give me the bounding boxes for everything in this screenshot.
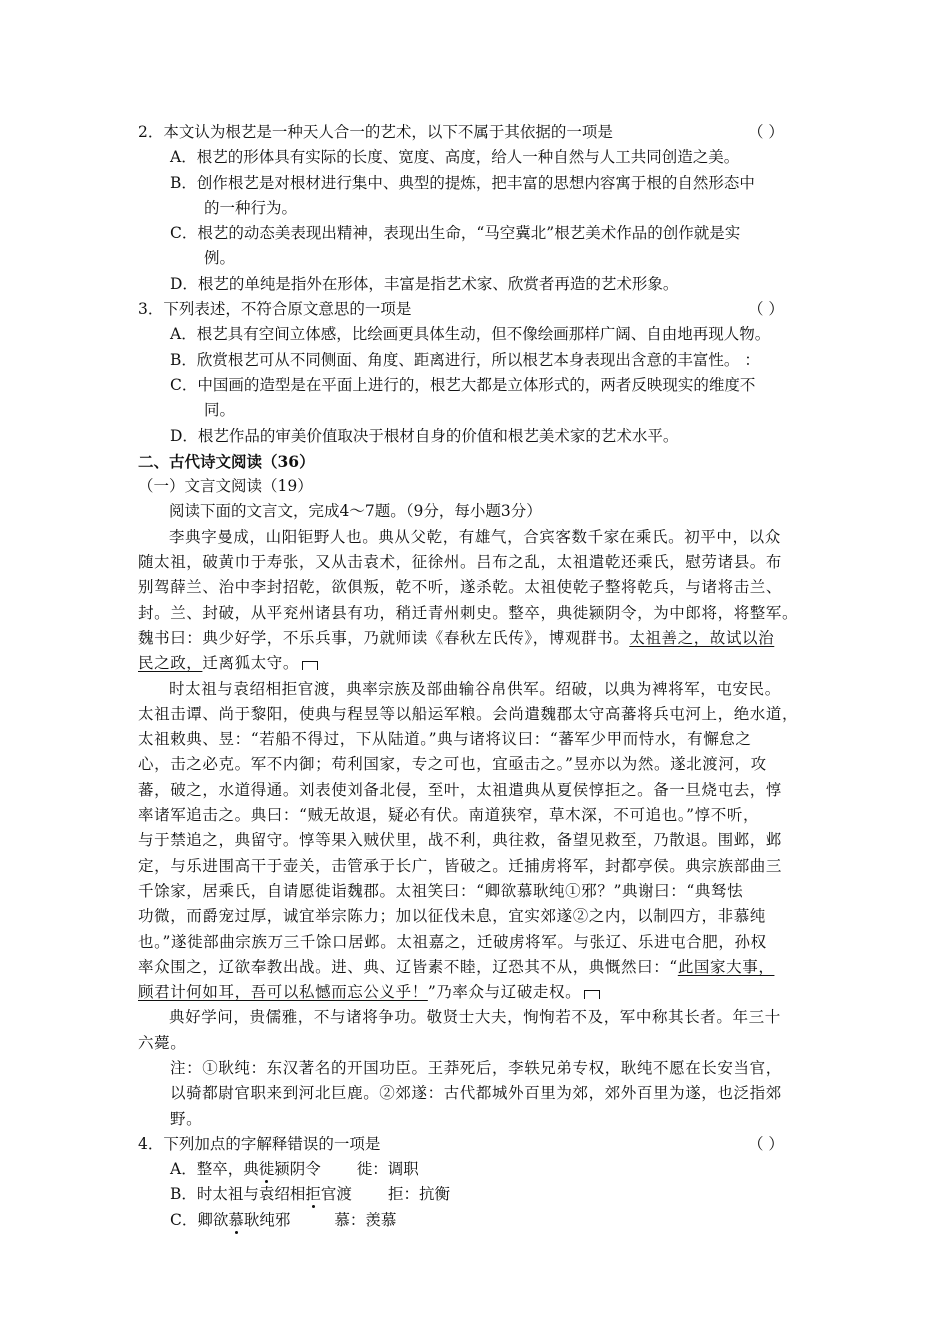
passage-line <box>138 904 818 929</box>
option-explanation: 慕：羡慕 <box>334 1210 397 1229</box>
underlined-sentence: 民之政， <box>138 654 203 673</box>
option-c: C．中国画的造型是在平面上进行的，根艺大都是立体形式的，两者反映现实的维度不 <box>170 375 756 394</box>
passage-line: 六薨。 <box>138 1033 187 1052</box>
section-heading: 二、古代诗文阅读（36） <box>138 451 315 471</box>
passage-line: 封。兰、封破，从平兖州诸县有功，稍迁青州刺史。整卒，典徙颍阴令，为中郎将，将整军。 <box>138 603 799 622</box>
passage-line: 典好学问，贵儒雅，不与诸将争功。敬贤士大夫，恂恂若不及，军中称其长者。年三十 <box>169 1008 781 1027</box>
underlined-sentence: 此国家大事， <box>677 957 775 976</box>
question-3-stem <box>138 297 818 322</box>
passage-line: 心，击之必克。军不内御；苟利国家，专之可也，宜亟击之。”昱亦以为然。遂北渡河，攻 <box>138 755 767 774</box>
option-text: 官渡 <box>320 1185 352 1204</box>
passage-text: ②之内，以制四方，非慕纯 <box>572 907 766 926</box>
passage-line <box>138 651 818 676</box>
answer-blank: （ ） <box>748 123 784 141</box>
answer-blank: （ ） <box>748 1134 784 1153</box>
passage-line <box>138 879 818 904</box>
stray-mark: ： <box>744 350 760 369</box>
option-explanation: 徙：调职 <box>356 1160 419 1179</box>
option-c <box>138 1208 818 1233</box>
passage-line: 别驾薛兰、治中李封招乾，欲俱叛，乾不听，遂杀乾。太祖使乾子整将乾兵，与诸将击兰、 <box>138 578 783 597</box>
option-a <box>138 1157 818 1182</box>
option-explanation: 拒：抗衡 <box>387 1185 450 1204</box>
question-text: 3．下列表述，不符合原文意思的一项是 <box>138 300 412 319</box>
passage-line: 时太祖与袁绍相拒官渡，典率宗族及部曲输谷帛供军。绍破，以典为裨将军，屯安民。 <box>169 679 781 698</box>
passage-line: 定，与乐进围高干于壶关，击管承于长广，皆破之。迁捕虏将军，封都亭侯。典宗族部曲三 <box>138 856 783 875</box>
option-c: C．根艺的动态美表现出精神，表现出生命，“马空冀北”根艺美术作品的创作就是实 <box>170 224 741 243</box>
passage-line: 也。”遂徙部曲宗族万三千馀口居邺。太祖嘉之，迁破虏将军。与张辽、乐进屯合肥，孙权 <box>138 932 767 951</box>
footnote-line: 野。 <box>170 1109 203 1128</box>
dotted-character: 拒 <box>305 1185 321 1204</box>
option-text: 耿纯邪 <box>243 1210 291 1229</box>
passage-line: 率诸军追击之。典曰：“贼无故退，疑必有伏。南道狭窄，草木深，不可追也。”惇不听， <box>138 806 760 825</box>
question-text: 2．本文认为根艺是一种天人合一的艺术，以下不属于其依据的一项是 <box>138 123 613 141</box>
option-b: B．创作根艺是对根材进行集中、典型的提炼，把丰富的思想内容寓于根的自然形态中 <box>170 173 755 192</box>
option-b <box>138 348 818 373</box>
dotted-character: 慕 <box>228 1210 244 1229</box>
option-b-text: B．欣赏根艺可从不同侧面、角度、距离进行，所以根艺本身表现出含意的丰富性。 <box>170 350 740 369</box>
option-text: B．时太祖与袁绍相 <box>170 1185 306 1204</box>
passage-text: 千馀家，居乘氏，自请愿徙诣魏郡。太祖笑曰：“卿欲慕耿纯 <box>138 881 566 900</box>
passage-line: 随太祖，破黄巾于寿张，又从击袁术，征徐州。吕布之乱，太祖遣乾还乘氏，慰劳诸县。布 <box>138 553 783 572</box>
option-a: A．根艺的形体具有实际的长度、宽度、高度，给人一种自然与人工共同创造之美。 <box>170 148 740 167</box>
paragraph-end-mark <box>584 990 600 999</box>
option-c-continued: 同。 <box>204 401 236 420</box>
passage-line: 李典字曼成，山阳钜野人也。典从父乾，有雄气，合宾客数千家在乘氏。初平中，以众 <box>169 527 781 546</box>
question-2-stem <box>138 120 818 145</box>
passage-text: ①邪？”典谢曰：“典驽怯 <box>565 881 744 900</box>
passage-line: 太祖敕典、昱：“若船不得过，下从陆道。”典与诸将议曰：“蕃军少甲而恃水，有懈怠之 <box>138 730 752 749</box>
option-text: C．卿欲 <box>170 1210 229 1229</box>
reading-instruction: 阅读下面的文言文，完成4～7题。（9分，每小题3分） <box>169 502 542 521</box>
underlined-sentence: 顾君计何如耳，吾可以私憾而忘公义乎！ <box>138 983 428 1002</box>
passage-text: 迁离狐太守。 <box>202 654 300 673</box>
option-d: D．根艺的单纯是指外在形体，丰富是指艺术家、欣赏者再造的艺术形象。 <box>170 274 679 293</box>
option-d: D．根艺作品的审美价值取决于根材自身的价值和根艺美术家的艺术水平。 <box>170 426 679 445</box>
passage-text: 率众围之，辽欲奉教出战。进、典、辽皆素不睦，辽恐其不从，典慨然曰：“ <box>138 957 678 976</box>
classical-passage <box>138 525 818 1132</box>
passage-text: ”乃率众与辽破走权。 <box>427 983 582 1002</box>
passage-text: 功微，而爵宠过厚，诚宜举宗陈力；加以征伐未息，宜实郊遂 <box>138 907 573 926</box>
question-4-stem <box>138 1132 818 1157</box>
passage-line: 与于禁追之，典留守。惇等果入贼伏里，战不利，典往救，备望见救至，乃散退。围邺，邺 <box>138 831 783 850</box>
option-a: A．根艺具有空间立体感，比绘画更具体生动，但不像绘画那样广阔、自由地再现人物。 <box>170 325 771 344</box>
underlined-sentence: 太祖善之，故试以治 <box>629 628 775 647</box>
question-text: 4．下列加点的字解释错误的一项是 <box>138 1134 381 1153</box>
dotted-character: 徙 <box>258 1160 275 1179</box>
answer-blank: （ ） <box>748 300 784 319</box>
option-c-continued: 例。 <box>204 249 236 268</box>
passage-line <box>138 980 818 1005</box>
option-text: 颍阴令 <box>274 1160 321 1179</box>
passage-line: 太祖击谭、尚于黎阳，使典与程昱等以船运军粮。会尚遣魏郡太守高蕃将兵屯河上，绝水道， <box>138 704 799 723</box>
option-b-continued: 的一种行为。 <box>204 198 298 217</box>
passage-text: 魏书曰：典少好学，不乐兵事，乃就师读《春秋左氏传》，博观群书。 <box>138 628 630 647</box>
document-page <box>138 120 818 1233</box>
subsection-heading: （一）文言文阅读（19） <box>138 477 313 496</box>
passage-line: 蕃，破之，水道得通。刘表使刘备北侵，至叶，太祖遣典从夏侯惇拒之。备一旦烧屯去，惇 <box>138 780 783 799</box>
footnote-line: 以骑都尉官职来到河北巨鹿。②郊遂：古代都城外百里为郊，郊外百里为遂，也泛指郊 <box>170 1084 782 1103</box>
option-b <box>138 1182 818 1207</box>
option-text: A．整卒，典 <box>170 1160 259 1179</box>
footnote-line: 注：①耿纯：东汉著名的开国功臣。王莽死后，李轶兄弟专权，耿纯不愿在长安当官， <box>170 1058 782 1077</box>
passage-line <box>138 955 818 980</box>
paragraph-end-mark <box>302 661 318 670</box>
passage-line <box>138 626 818 651</box>
